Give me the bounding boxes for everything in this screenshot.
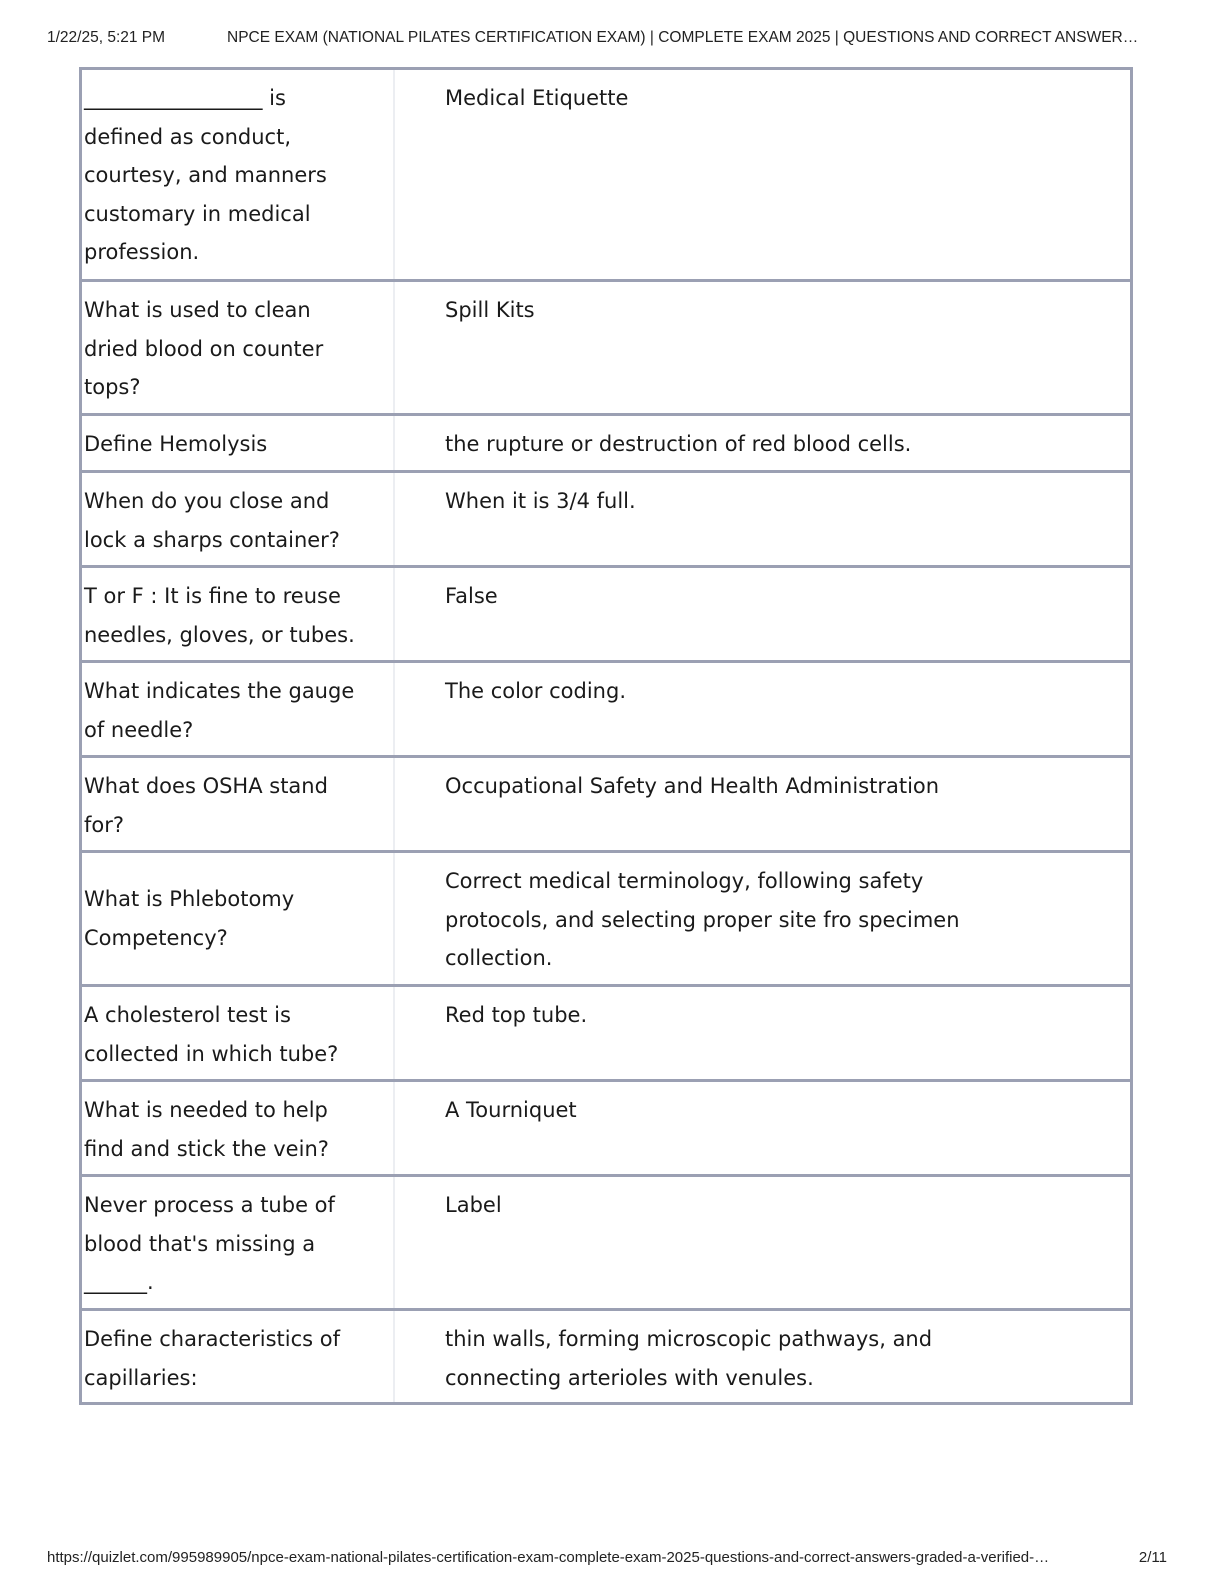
print-footer: [47, 1549, 1167, 1566]
definition-cell: [395, 987, 1130, 1079]
term-cell: [82, 70, 395, 279]
term-cell: [82, 987, 395, 1079]
table-row: [82, 565, 1130, 660]
definition-text: thin walls, forming microscopic pathways, and connecting arterioles with venules.: [445, 1327, 933, 1390]
print-title: NPCE EXAM (NATIONAL PILATES CERTIFICATION EXAM) | COMPLETE EXAM 2025 | QUESTIONS AND CORRECT ANSWER…: [227, 29, 1139, 46]
table-row: [82, 660, 1130, 755]
definition-text: Occupational Safety and Health Administration: [445, 774, 940, 798]
term-cell: [82, 853, 395, 984]
table-row: [82, 1308, 1130, 1402]
definition-text: Red top tube.: [445, 1003, 588, 1027]
definition-text: A Tourniquet: [445, 1098, 577, 1122]
page-url-link[interactable]: https://quizlet.com/995989905/npce-exam-national-pilates-certification-exam-complete-exam-2025-questions-and-correct-answers-graded-a-verified-…: [47, 1549, 1050, 1566]
definition-cell: [395, 70, 1130, 279]
definition-text: The color coding.: [445, 679, 626, 703]
definition-cell: [395, 282, 1130, 413]
term-text: Define characteristics of capillaries:: [84, 1327, 341, 1390]
table-row: [82, 1079, 1130, 1174]
term-cell: [82, 1311, 395, 1402]
term-cell: [82, 416, 395, 470]
print-date: 1/22/25, 5:21 PM: [47, 29, 166, 46]
term-text: What does OSHA stand for?: [84, 774, 328, 837]
term-cell: [82, 758, 395, 850]
term-cell: [82, 282, 395, 413]
term-cell: [82, 663, 395, 755]
table-row: [82, 1174, 1130, 1308]
term-text: What is used to clean dried blood on counter tops?: [84, 298, 324, 399]
term-text: When do you close and lock a sharps container?: [84, 489, 340, 552]
definition-text: Medical Etiquette: [445, 86, 629, 110]
term-text: A cholesterol test is collected in which tube?: [84, 1003, 339, 1066]
table-row: [82, 70, 1130, 279]
term-cell: [82, 473, 395, 565]
definition-cell: [395, 853, 1130, 984]
table-row: [82, 470, 1130, 565]
term-text: Define Hemolysis: [84, 432, 268, 456]
definition-cell: [395, 1311, 1130, 1402]
term-text: Never process a tube of blood that's missing a ______.: [84, 1193, 335, 1294]
definition-cell: [395, 663, 1130, 755]
definition-text: Spill Kits: [445, 298, 535, 322]
definition-text: the rupture or destruction of red blood cells.: [445, 432, 912, 456]
term-text: T or F : It is fine to reuse needles, gloves, or tubes.: [84, 584, 355, 647]
table-row: [82, 984, 1130, 1079]
definition-cell: [395, 568, 1130, 660]
page-number: 2/11: [1138, 1549, 1167, 1566]
flashcard-table: [79, 67, 1133, 1405]
print-header: [47, 29, 1177, 47]
definition-text: False: [445, 584, 498, 608]
table-row: [82, 279, 1130, 413]
definition-text: Correct medical terminology, following safety protocols, and selecting proper site fro specimen collection.: [445, 869, 960, 970]
definition-cell: [395, 416, 1130, 470]
term-text: _________________ is defined as conduct, courtesy, and manners customary in medical profession.: [84, 86, 327, 264]
definition-cell: [395, 758, 1130, 850]
table-row: [82, 413, 1130, 470]
term-text: What is needed to help find and stick the vein?: [84, 1098, 329, 1161]
definition-text: When it is 3/4 full.: [445, 489, 636, 513]
table-row: [82, 850, 1130, 984]
term-cell: [82, 1177, 395, 1308]
definition-cell: [395, 473, 1130, 565]
definition-text: Label: [445, 1193, 502, 1217]
term-text: What indicates the gauge of needle?: [84, 679, 355, 742]
term-cell: [82, 1082, 395, 1174]
table-row: [82, 755, 1130, 850]
definition-cell: [395, 1177, 1130, 1308]
term-cell: [82, 568, 395, 660]
term-text: What is Phlebotomy Competency?: [84, 887, 295, 950]
definition-cell: [395, 1082, 1130, 1174]
